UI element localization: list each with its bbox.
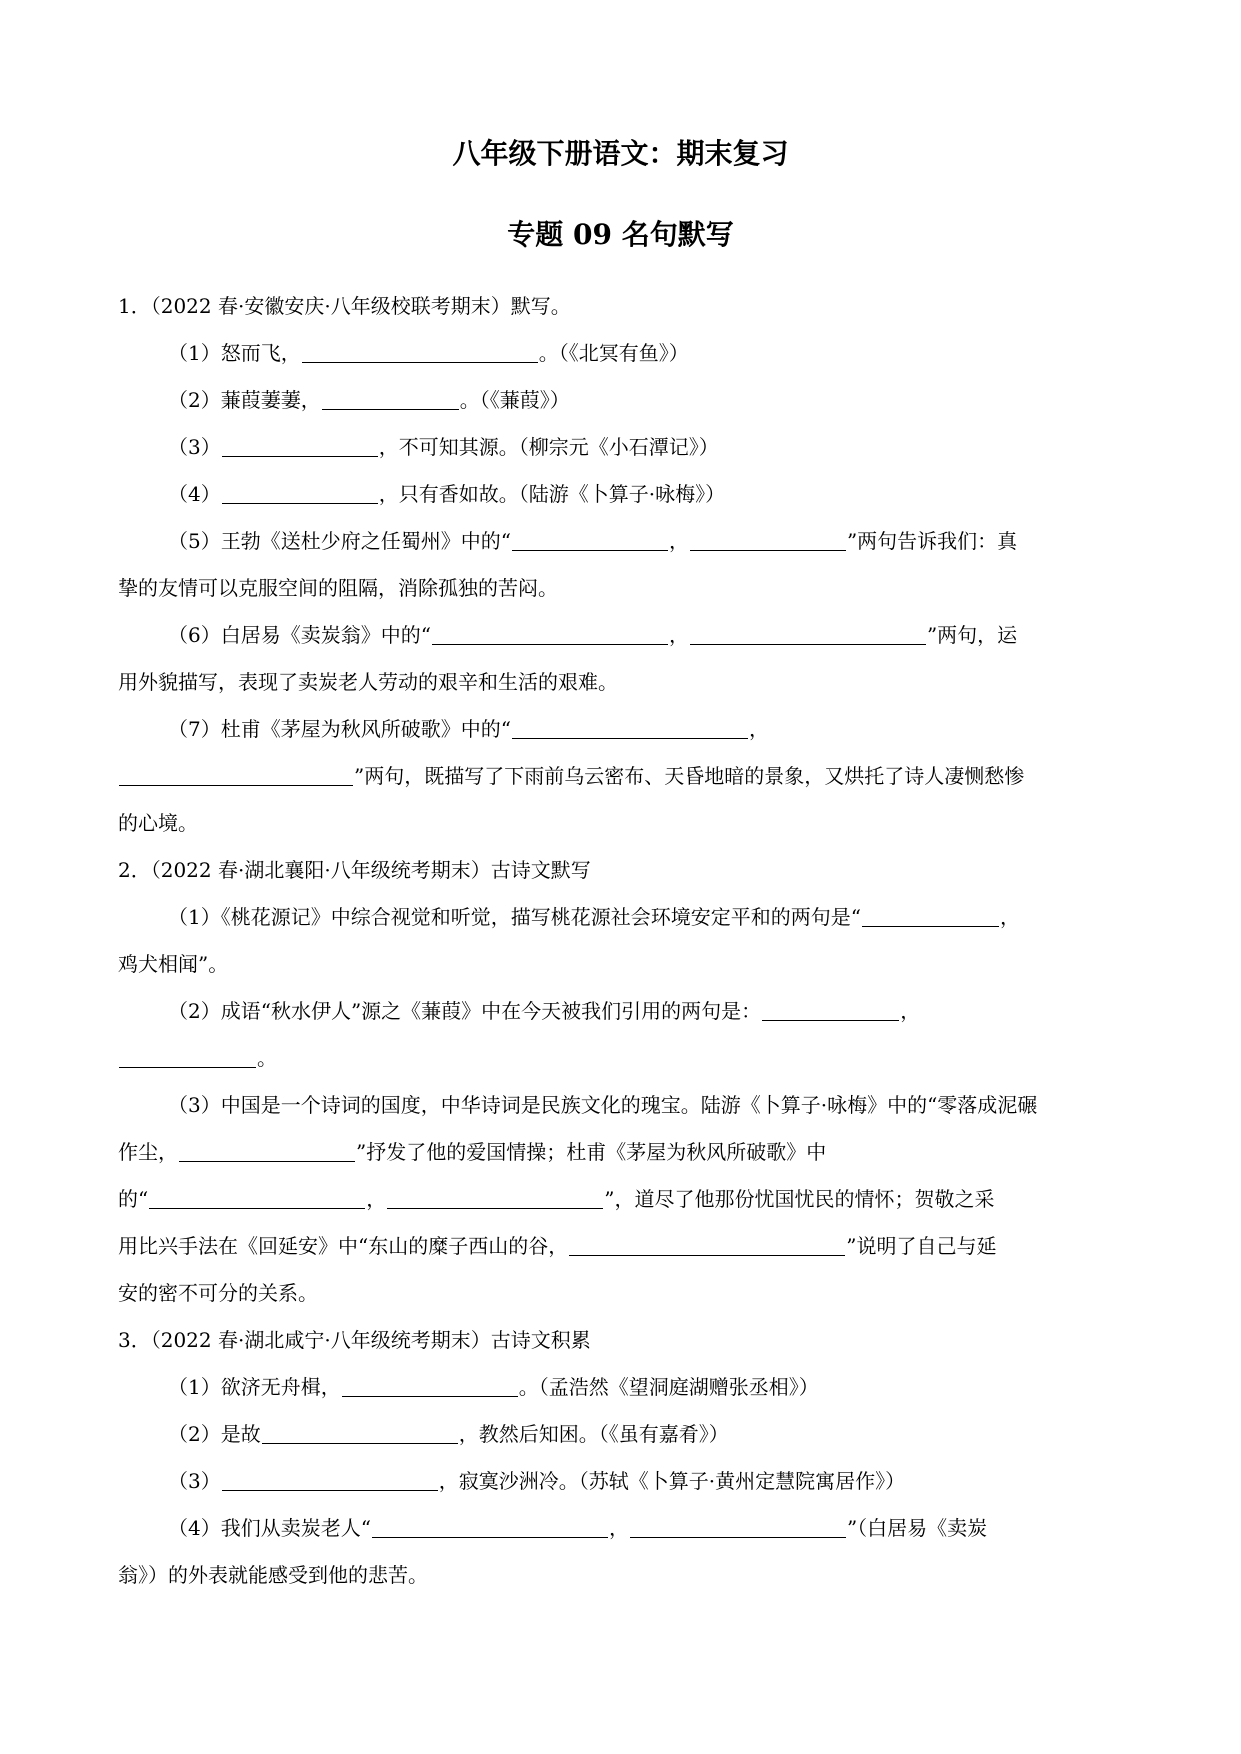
document-subtitle: 专题 09 名句默写 — [507, 218, 734, 251]
q3-item-4-suffix: ”（白居易《卖炭 — [846, 1516, 988, 1540]
answer-blank[interactable] — [222, 430, 378, 457]
q1-item-7-suffix: ”两句，既描写了下雨前乌云密布、天昏地暗的景象，又烘托了诗人凄恻愁惨 — [354, 764, 1025, 788]
answer-blank[interactable] — [432, 618, 668, 645]
q1-item-3-suffix: ，不可知其源。（柳宗元《小石潭记》） — [378, 435, 719, 459]
q1-item-2-suffix: 。（《蒹葭》） — [459, 388, 570, 412]
question-list — [118, 283, 1120, 1599]
document-title: 八年级下册语文：期末复习 — [452, 137, 789, 170]
answer-blank[interactable] — [862, 900, 999, 927]
q2-item-3-text: ”说明了自己与延 — [846, 1234, 997, 1258]
q3-item-2-prefix: （2）是故 — [168, 1422, 261, 1446]
q2-item-3-cont-4: 安的密不可分的关系。 — [118, 1281, 318, 1305]
answer-blank[interactable] — [387, 1182, 603, 1209]
answer-blank[interactable] — [512, 524, 668, 551]
q2-item-3-text: ”，道尽了他那份忧国忧民的情怀；贺敬之采 — [604, 1187, 995, 1211]
q2-item-1-cont: 鸡犬相闻”。 — [118, 952, 229, 976]
q2-item-1-sep: ， — [999, 905, 1020, 929]
q1-item-5 — [118, 518, 1120, 565]
q3-item-1 — [118, 1364, 1120, 1411]
q2-item-3-text: 用比兴手法在《回延安》中“东山的糜子西山的谷， — [118, 1234, 569, 1258]
q1-item-4 — [118, 471, 1120, 518]
q2-item-3-cont-2 — [118, 1176, 1120, 1223]
q2-item-2-cont — [118, 1035, 1120, 1082]
answer-blank[interactable] — [222, 477, 378, 504]
q2-item-1-prefix: （1）《桃花源记》中综合视觉和听觉，描写桃花源社会环境安定平和的两句是“ — [168, 905, 861, 929]
q3-item-4-cont: 翁》）的外表就能感受到他的悲苦。 — [118, 1563, 428, 1587]
q2-item-2-suffix: 。 — [257, 1046, 277, 1070]
answer-blank[interactable] — [302, 336, 538, 363]
answer-blank[interactable] — [179, 1135, 355, 1162]
q1-item-6-sep: ， — [668, 623, 689, 647]
q1-item-2-prefix: （2）蒹葭萋萋， — [168, 388, 321, 412]
q3-item-1-suffix: 。（孟浩然《望洞庭湖赠张丞相》） — [518, 1375, 819, 1399]
answer-blank[interactable] — [262, 1417, 458, 1444]
answer-blank[interactable] — [630, 1511, 846, 1538]
q1-item-6-suffix: ”两句，运 — [926, 623, 1018, 647]
q3-item-3 — [118, 1458, 1120, 1505]
q2-item-2-sep: ， — [900, 999, 921, 1023]
q2-item-2 — [118, 988, 1120, 1035]
question-3-header: 3．（2022 春·湖北咸宁·八年级统考期末）古诗文积累 — [118, 1328, 591, 1352]
answer-blank[interactable] — [762, 994, 899, 1021]
q3-item-2-suffix: ，教然后知困。（《虽有嘉肴》） — [458, 1422, 729, 1446]
answer-blank[interactable] — [119, 1041, 256, 1068]
answer-blank[interactable] — [149, 1182, 365, 1209]
q1-item-7-sep: ， — [748, 717, 769, 741]
answer-blank[interactable] — [222, 1464, 438, 1491]
q1-item-1 — [118, 330, 1120, 377]
q3-item-3-prefix: （3） — [168, 1469, 221, 1493]
q1-item-5-sep: ， — [668, 529, 689, 553]
q1-item-7-prefix: （7）杜甫《茅屋为秋风所破歌》中的“ — [168, 717, 511, 741]
q1-item-1-prefix: （1）怒而飞， — [168, 341, 301, 365]
q1-item-6-prefix: （6）白居易《卖炭翁》中的“ — [168, 623, 431, 647]
q2-item-3-text: ， — [366, 1187, 387, 1211]
q2-item-3: （3）中国是一个诗词的国度，中华诗词是民族文化的瑰宝。陆游《卜算子·咏梅》中的“零落成泥碾 — [168, 1093, 1038, 1117]
q1-item-4-prefix: （4） — [168, 482, 221, 506]
question-2-header: 2．（2022 春·湖北襄阳·八年级统考期末）古诗文默写 — [118, 858, 591, 882]
q1-item-7 — [118, 706, 1120, 753]
answer-blank[interactable] — [690, 524, 846, 551]
q3-item-4 — [118, 1505, 1120, 1552]
q3-item-4-prefix: （4）我们从卖炭老人“ — [168, 1516, 371, 1540]
q1-item-7-end: 的心境。 — [118, 811, 198, 835]
answer-blank[interactable] — [322, 383, 459, 410]
q1-item-6 — [118, 612, 1120, 659]
q1-item-7-cont — [118, 753, 1120, 800]
q1-item-4-suffix: ，只有香如故。（陆游《卜算子·咏梅》） — [378, 482, 726, 506]
q2-item-3-text: ”抒发了他的爱国情操；杜甫《茅屋为秋风所破歌》中 — [356, 1140, 827, 1164]
question-1-header: 1．（2022 春·安徽安庆·八年级校联考期末）默写。 — [118, 294, 571, 318]
answer-blank[interactable] — [569, 1229, 845, 1256]
q2-item-3-text: 的“ — [118, 1187, 149, 1211]
q1-item-1-suffix: 。（《北冥有鱼》） — [538, 341, 689, 365]
q1-item-2 — [118, 377, 1120, 424]
q3-item-3-suffix: ，寂寞沙洲冷。（苏轼《卜算子·黄州定慧院寓居作》） — [438, 1469, 906, 1493]
answer-blank[interactable] — [512, 712, 748, 739]
q2-item-2-prefix: （2）成语“秋水伊人”源之《蒹葭》中在今天被我们引用的两句是： — [168, 999, 762, 1023]
q1-item-5-prefix: （5）王勃《送杜少府之任蜀州》中的“ — [168, 529, 511, 553]
q2-item-3-cont-3 — [118, 1223, 1120, 1270]
q3-item-2 — [118, 1411, 1120, 1458]
q2-item-3-text: 作尘， — [118, 1140, 178, 1164]
q3-item-4-sep: ， — [608, 1516, 629, 1540]
q2-item-1 — [118, 894, 1120, 941]
q1-item-3-prefix: （3） — [168, 435, 221, 459]
q3-item-1-prefix: （1）欲济无舟楫， — [168, 1375, 341, 1399]
q1-item-6-cont: 用外貌描写，表现了卖炭老人劳动的艰辛和生活的艰难。 — [118, 670, 618, 694]
q1-item-5-cont: 挚的友情可以克服空间的阻隔，消除孤独的苦闷。 — [118, 576, 558, 600]
answer-blank[interactable] — [342, 1370, 518, 1397]
q1-item-5-suffix: ”两句告诉我们：真 — [846, 529, 1018, 553]
answer-blank[interactable] — [690, 618, 926, 645]
answer-blank[interactable] — [372, 1511, 608, 1538]
q2-item-3-cont-1 — [118, 1129, 1120, 1176]
answer-blank[interactable] — [119, 759, 353, 786]
q1-item-3 — [118, 424, 1120, 471]
